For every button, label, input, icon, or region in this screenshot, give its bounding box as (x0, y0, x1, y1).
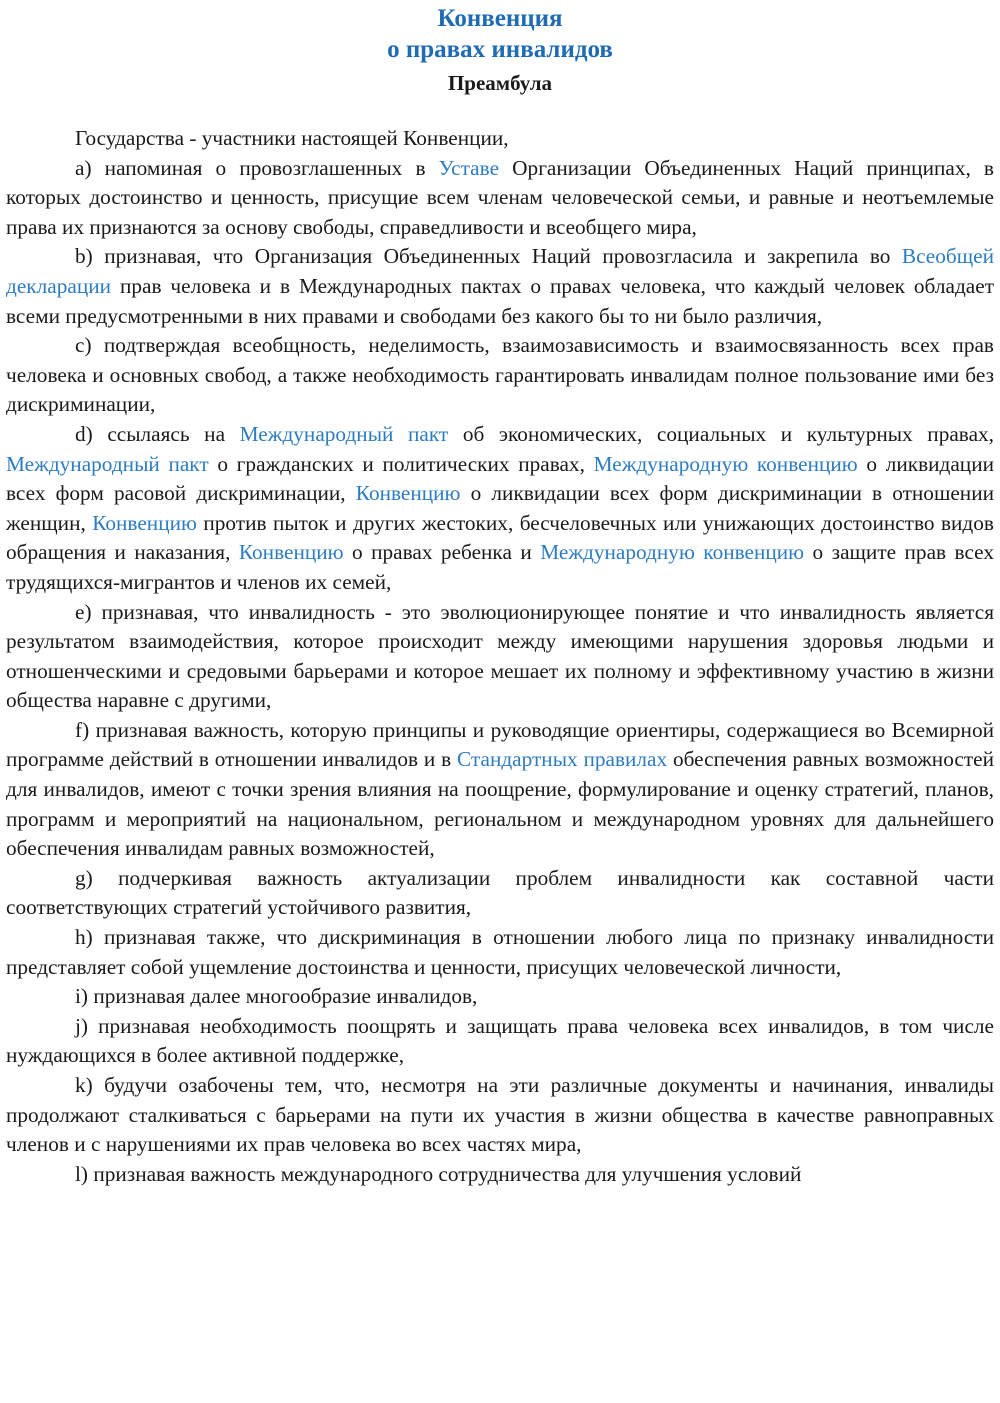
preamble-paragraph (6, 982, 994, 1012)
section-title-preamble: Преамбула (447, 71, 553, 95)
preamble-paragraph (6, 154, 994, 243)
paragraph-text: об экономических, социальных и культурных правах, (448, 421, 994, 446)
document-link[interactable]: Международный пакт (6, 451, 209, 476)
paragraph-text: d) ссылаясь на (75, 421, 240, 446)
paragraph-text: Организации Объединенных Наций принципах, в которых достоинство и ценность, присущие всем членам человеческой семьи, и равные и неотъемлемые права их признаются за основу свободы, справедливости и всеобщего мира, (6, 155, 994, 239)
paragraph-text: прав человека и в Международных пактах о правах человека, что каждый человек обладает всеми предусмотренными в них правами и свободами без какого бы то ни было различия, (6, 273, 994, 328)
paragraph-text: о ликвидации всех форм дискриминации в отношении женщин, (6, 481, 995, 535)
preamble-paragraph (6, 1012, 994, 1071)
document-link[interactable]: Международную конвенцию (540, 540, 805, 565)
paragraph-text: о защите прав всех трудящихся-мигрантов и членов их семей, (6, 540, 994, 594)
paragraph-text: a) напоминая о провозглашенных в (75, 155, 439, 180)
paragraph-text: k) будучи озабочены тем, что, несмотря на эти различные документы и начинания, инвалиды продолжают сталкиваться с барьерами на пути их участия в жизни общества в качестве равноправных членов и с нарушениями их прав человека во всех частях мира, (6, 1073, 994, 1157)
paragraph-text: h) признавая также, что дискриминация в отношении любого лица по признаку инвалидности представляет собой ущемление достоинства и ценности, присущих человеческой личности, (6, 925, 994, 979)
document-link[interactable]: Конвенцию (238, 540, 344, 565)
paragraph-text: против пыток и других жестоких, бесчеловечных или унижающих достоинство видов обращения и наказания, (6, 510, 994, 565)
paragraph-text: о правах ребенка и (343, 540, 541, 565)
preamble-paragraph (6, 124, 994, 154)
paragraph-text: l) признавая важность международного сотрудничества для улучшения условий (75, 1161, 802, 1186)
paragraph-text: e) признавая, что инвалидность - это эволюционирующее понятие и что инвалидность является результатом взаимодействия, которое происходит между имеющими нарушения здоровья людьми и отношенческими и средовыми барьерами и которое мешает их полному и эффективному участию в жизни общества наравне с другими, (6, 599, 994, 713)
preamble-paragraph (6, 242, 994, 331)
preamble-paragraph (6, 1071, 994, 1160)
document-title-line-2: о правах инвалидов (387, 36, 613, 63)
preamble-body (6, 124, 994, 1189)
paragraph-text: i) признавая далее многообразие инвалидов, (75, 984, 478, 1009)
document-title (6, 3, 994, 65)
paragraph-text: b) признавая, что Организация Объединенных Наций провозгласила и закрепила во (75, 244, 902, 269)
paragraph-text: о ликвидации всех форм расовой дискриминации, (6, 451, 995, 506)
document-title-line-1: Конвенция (437, 5, 563, 32)
paragraph-text: обеспечения равных возможностей для инвалидов, имеют с точки зрения влияния на поощрение, формулирование и оценку стратегий, планов, программ и мероприятий на национальном, региональном и международном уровнях для дальнейшего обеспечения инвалидам равных возможностей, (6, 747, 994, 861)
preamble-paragraph (6, 1160, 994, 1190)
paragraph-text: о гражданских и политических правах, (208, 451, 594, 476)
preamble-paragraph (6, 716, 994, 864)
document-link[interactable]: Конвенцию (355, 481, 461, 506)
document-link[interactable]: Уставе (438, 155, 500, 180)
paragraph-text: g) подчеркивая важность актуализации проблем инвалидности как составной части соответствующих стратегий устойчивого развития, (6, 865, 994, 920)
preamble-paragraph (6, 598, 994, 716)
paragraph-text: c) подтверждая всеобщность, неделимость, взаимозависимость и взаимосвязанность всех прав человека и основных свобод, а также необходимость гарантировать инвалидам полное пользование ими без дискриминации, (6, 333, 994, 417)
preamble-paragraph (6, 864, 994, 923)
document-link[interactable]: Международную конвенцию (593, 451, 858, 476)
document-page (6, 0, 994, 1189)
paragraph-text: j) признавая необходимость поощрять и защищать права человека всех инвалидов, в том числе нуждающихся в более активной поддержке, (6, 1013, 994, 1068)
paragraph-text: f) признавая важность, которую принципы и руководящие ориентиры, содержащиеся во Всемирной программе действий в отношении инвалидов и в (6, 717, 994, 772)
paragraph-text: Государства - участники настоящей Конвенции, (75, 126, 509, 150)
document-link[interactable]: Конвенцию (92, 510, 197, 535)
document-link[interactable]: Стандартных правилах (457, 747, 668, 772)
preamble-paragraph (6, 923, 994, 982)
document-link[interactable]: Международный пакт (239, 421, 449, 446)
document-link[interactable]: Всеобщей декларации (6, 244, 994, 298)
preamble-paragraph (6, 420, 994, 598)
preamble-paragraph (6, 331, 994, 420)
